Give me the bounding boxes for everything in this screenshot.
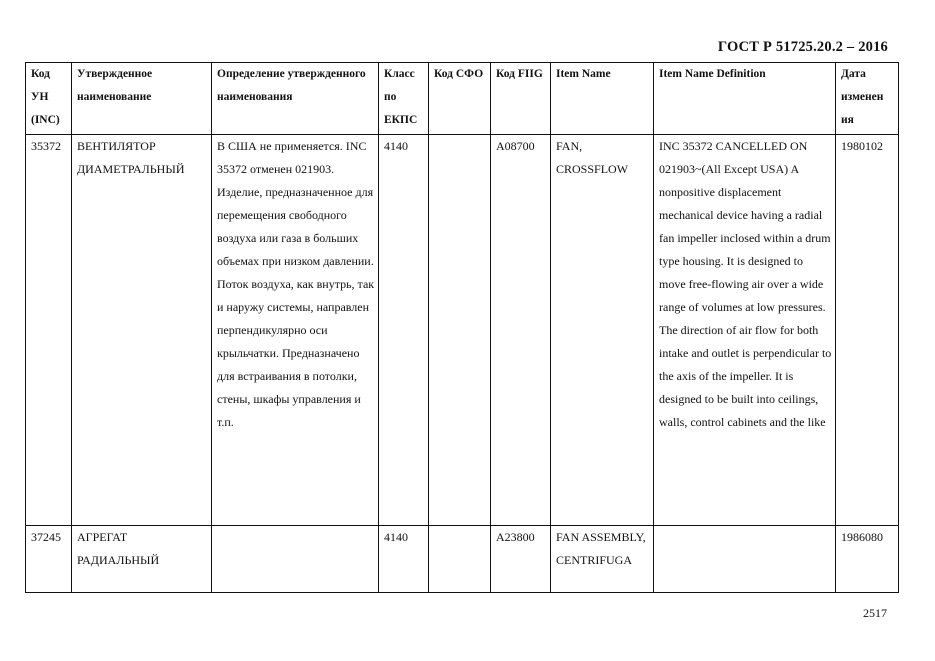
table-row (26, 526, 899, 593)
approved-name-cell: ВЕНТИЛЯТОР ДИАМЕТРАЛЬНЫЙ (72, 135, 212, 526)
table-row (26, 135, 899, 526)
item-name-table (25, 62, 899, 593)
column-header: Код СФО (429, 63, 491, 135)
inc-code-cell: 37245 (26, 526, 72, 593)
document-header: ГОСТ Р 51725.20.2 – 2016 (717, 39, 888, 55)
item-name-cell: FAN, CROSSFLOW (551, 135, 654, 526)
fiig-code-cell: A08700 (491, 135, 551, 526)
approved-name-cell: АГРЕГАТ РАДИАЛЬНЫЙ (72, 526, 212, 593)
item-name-definition-cell (654, 526, 836, 593)
change-date-cell: 1986080 (836, 526, 899, 593)
ekps-class-cell: 4140 (379, 526, 429, 593)
change-date-cell: 1980102 (836, 135, 899, 526)
column-header: Item Name (551, 63, 654, 135)
definition-cell (212, 526, 379, 593)
item-name-definition-cell: INC 35372 CANCELLED ON 021903~(All Except USA) A nonpositive displacement mechanical device having a radial fan impeller inclosed within a drum type housing. It is designed to move free-flowing air over a wide range of volumes at low pressures. The direction of air flow for both intake and outlet is perpendicular to the axis of the impeller. It is designed to be built into ceilings, walls, control cabinets and the like (654, 135, 836, 526)
sfo-code-cell (429, 526, 491, 593)
fiig-code-cell: A23800 (491, 526, 551, 593)
item-name-cell: FAN ASSEMBLY, CENTRIFUGA (551, 526, 654, 593)
definition-cell: В США не применяется. INC 35372 отменен 021903. Изделие, предназначенное для перемещения свободного воздуха или газа в больших объемах при низком давлении. Поток воздуха, как внутрь, так и наружу системы, направлен перпендикулярно оси крыльчатки. Предназначено для встраивания в потолки, стены, шкафы управления и т.п. (212, 135, 379, 526)
column-header: Item Name Definition (654, 63, 836, 135)
ekps-class-cell: 4140 (379, 135, 429, 526)
page-number: 2517 (863, 606, 887, 620)
inc-code-cell: 35372 (26, 135, 72, 526)
column-header: Код FIIG (491, 63, 551, 135)
table-header-row (26, 63, 899, 135)
sfo-code-cell (429, 135, 491, 526)
column-header: Определение утвержденного наименования (212, 63, 379, 135)
column-header: Дата изменен ия (836, 63, 899, 135)
column-header: Утвержденное наименование (72, 63, 212, 135)
column-header: Класс по ЕКПС (379, 63, 429, 135)
column-header: Код УН (INC) (26, 63, 72, 135)
